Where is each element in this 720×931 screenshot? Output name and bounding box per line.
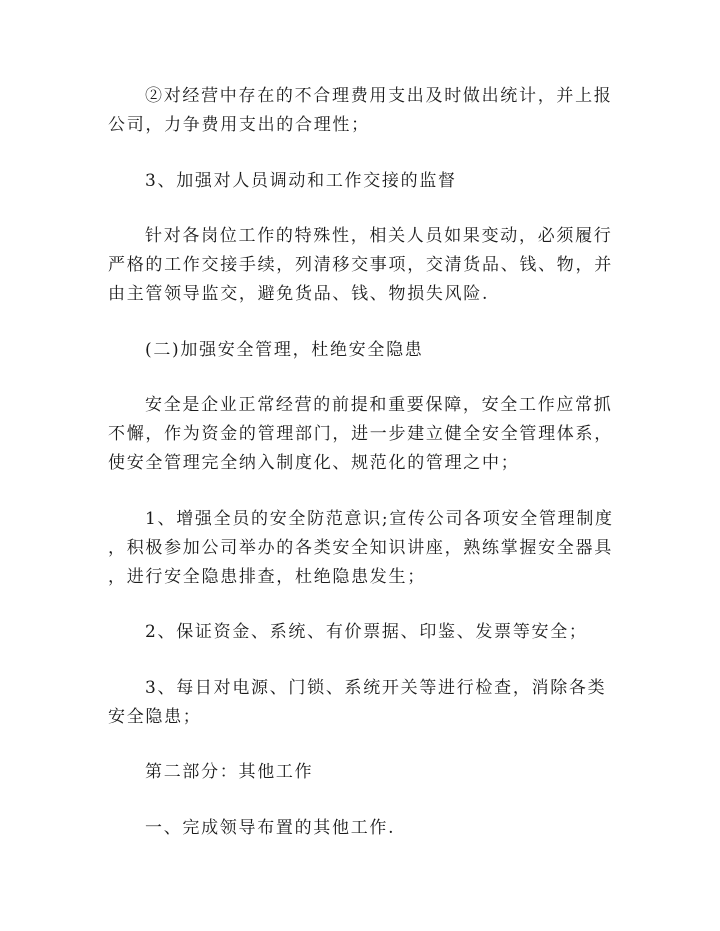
paragraph-line: 安全隐患； xyxy=(108,706,202,727)
paragraph-line: 3、每日对电源、门锁、系统开关等进行检查，消除各类 xyxy=(145,677,607,698)
paragraph-line: 2、保证资金、系统、有价票据、印鉴、发票等安全； xyxy=(145,622,588,642)
paragraph-line: 使安全管理完全纳入制度化、规范化的管理之中； xyxy=(108,453,520,473)
heading-line: (二)加强安全管理，杜绝安全隐患 xyxy=(145,339,424,360)
paragraph-cost-control-item xyxy=(108,82,720,140)
paragraph-line: 公司，力争费用支出的合理性； xyxy=(108,115,370,135)
heading-safety-management xyxy=(108,336,720,365)
list-item-daily-inspection xyxy=(108,674,720,732)
heading-line: 3、加强对人员调动和工作交接的监督 xyxy=(145,170,457,191)
paragraph-line: ，积极参加公司举办的各类安全知识讲座，熟练掌握安全器具 xyxy=(108,537,613,558)
paragraph-line: 安全是企业正常经营的前提和重要保障，安全工作应常抓 xyxy=(145,395,613,415)
paragraph-handover-procedure xyxy=(108,222,720,309)
list-item-safety-awareness xyxy=(108,505,720,592)
paragraph-line: 1、增强全员的安全防范意识;宣传公司各项安全管理制度 xyxy=(145,508,614,529)
paragraph-line: 一、完成领导布置的其他工作. xyxy=(145,817,396,838)
paragraph-line: 由主管领导监交，避免货品、钱、物损失风险. xyxy=(108,284,490,304)
heading-line: 第二部分：其他工作 xyxy=(145,762,314,782)
list-item-asset-security xyxy=(108,618,720,647)
paragraph-safety-importance xyxy=(108,391,720,478)
paragraph-line: 严格的工作交接手续，列清移交事项，交清货品、钱、物，并 xyxy=(108,255,613,275)
paragraph-line: ，进行安全隐患排查，杜绝隐患发生； xyxy=(108,566,426,587)
paragraph-line: 针对各岗位工作的特殊性，相关人员如果变动，必须履行 xyxy=(145,226,613,246)
paragraph-line: ②对经营中存在的不合理费用支出及时做出统计，并上报 xyxy=(145,86,613,106)
heading-personnel-handover xyxy=(108,167,720,196)
paragraph-line: 不懈，作为资金的管理部门，进一步建立健全安全管理体系， xyxy=(108,424,613,444)
list-item-other-work xyxy=(108,814,720,843)
heading-part-two xyxy=(108,758,720,787)
